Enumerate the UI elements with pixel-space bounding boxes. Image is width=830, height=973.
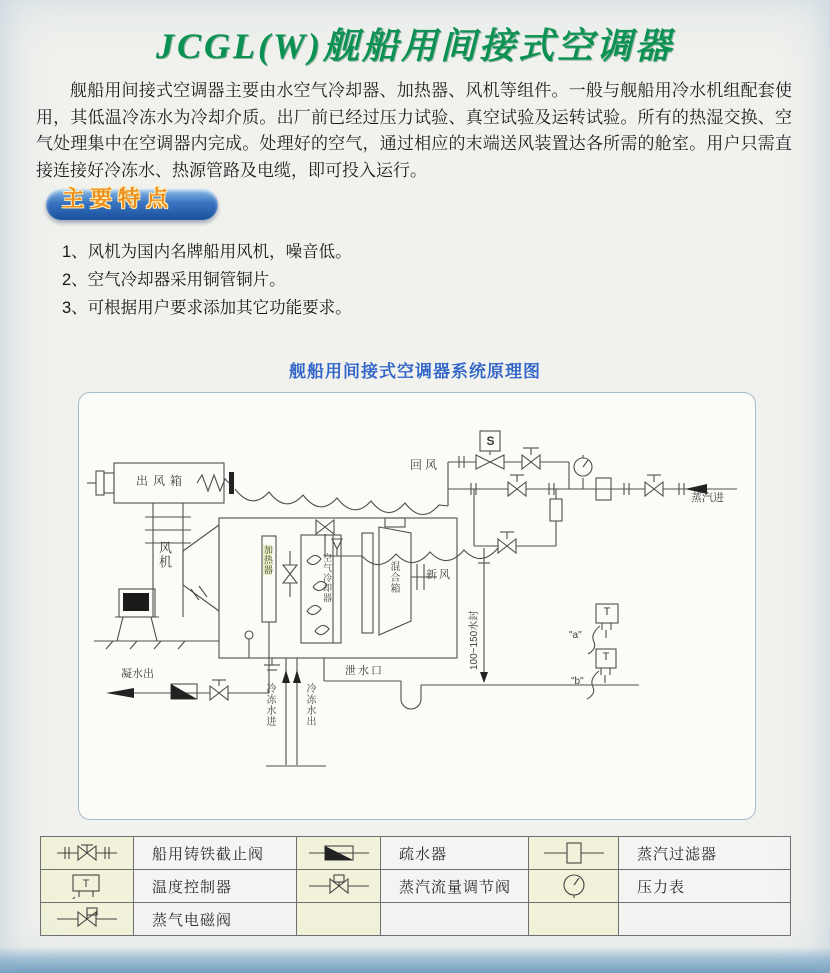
heater-label: 加热器 bbox=[263, 545, 273, 575]
legend-label: 疏水器 bbox=[381, 837, 529, 870]
legend-symbol-solenoid-valve bbox=[41, 903, 134, 936]
globe-valve-icon bbox=[55, 840, 119, 866]
steam-in-label: 蒸汽进 bbox=[691, 492, 724, 504]
pressure-gauge-icon bbox=[542, 873, 606, 899]
chilled-water-pipes bbox=[266, 658, 326, 766]
legend-label: 蒸汽流量调节阀 bbox=[381, 870, 529, 903]
return-air-label: 回风 bbox=[410, 458, 441, 472]
sensor-t1-label: T bbox=[603, 606, 611, 618]
legend-symbol-globe-valve bbox=[41, 837, 134, 870]
outlet-box-label: 出风箱 bbox=[136, 474, 188, 488]
fresh-air-label: 新风 bbox=[426, 569, 452, 581]
feature-item: 3、可根据用户要求添加其它功能要求。 bbox=[62, 299, 352, 317]
water-seal-label: 100~150水封 bbox=[469, 610, 480, 670]
page-bottom-edge bbox=[0, 947, 830, 973]
legend-empty-cell bbox=[381, 903, 529, 936]
legend-label: 压力表 bbox=[619, 870, 791, 903]
legend-symbol-pressure-gauge bbox=[529, 870, 619, 903]
sensor-b-label: "b" bbox=[571, 676, 584, 687]
chilled-water-in-label: 冷冻水进 bbox=[264, 683, 275, 727]
solenoid-valve-icon bbox=[55, 906, 119, 932]
steam-piping bbox=[235, 431, 737, 565]
temp-controller-icon bbox=[55, 873, 119, 899]
schematic-svg bbox=[79, 393, 755, 819]
legend-empty-cell bbox=[297, 903, 381, 936]
diagram-title: 舰船用间接式空调器系统原理图 bbox=[289, 362, 541, 381]
mixing-box-label: 混合箱 bbox=[388, 561, 399, 594]
legend-symbol-flow-valve bbox=[297, 870, 381, 903]
sensor-a-label: "a" bbox=[569, 630, 582, 641]
legend-symbol-steam-filter bbox=[529, 837, 619, 870]
feature-item: 1、风机为国内名牌船用风机，噪音低。 bbox=[62, 243, 352, 261]
legend-empty-cell bbox=[619, 903, 791, 936]
feature-item: 2、空气冷却器采用铜管铜片。 bbox=[62, 271, 286, 289]
legend-symbol-steam-trap bbox=[297, 837, 381, 870]
chilled-water-out-label: 冷冻水出 bbox=[304, 683, 315, 727]
legend-symbol-temp-controller bbox=[41, 870, 134, 903]
page-title: JCGL(W)舰船用间接式空调器 bbox=[156, 26, 674, 66]
steam-filter-icon bbox=[542, 840, 606, 866]
drain-outlet-label: 泄水口 bbox=[345, 665, 384, 677]
features-list bbox=[62, 238, 352, 322]
legend-label: 蒸气电磁阀 bbox=[134, 903, 297, 936]
legend-empty-cell bbox=[529, 903, 619, 936]
legend-table bbox=[40, 836, 791, 936]
steam-trap-icon bbox=[307, 840, 371, 866]
sensor-t2-label: T bbox=[602, 651, 610, 663]
legend-label: 蒸汽过滤器 bbox=[619, 837, 791, 870]
system-schematic-diagram bbox=[78, 392, 756, 820]
condensate-line bbox=[106, 622, 269, 700]
air-cooler-label: 空气冷却器 bbox=[322, 553, 332, 603]
fan-label: 风机 bbox=[157, 541, 172, 569]
air-handler-unit bbox=[219, 518, 457, 670]
svg-text:T: T bbox=[82, 878, 90, 890]
legend-label: 船用铸铁截止阀 bbox=[134, 837, 297, 870]
features-badge bbox=[46, 186, 218, 220]
condensate-out-label: 凝水出 bbox=[121, 668, 154, 680]
intro-paragraph: 舰船用间接式空调器主要由水空气冷却器、加热器、风机等组件。一般与舰船用冷水机组配套使用，其低温冷冻水为冷却介质。出厂前已经过压力试验、真空试验及运转试验。所有的热湿交换、空气处理集中在空调器内完成。处理好的空气，通过相应的末端送风装置达各所需的舱室。用户只需直接连接好冷冻水、热源管路及电缆，即可投入运行。 bbox=[36, 81, 792, 180]
flow-valve-icon bbox=[307, 873, 371, 899]
solenoid-s-label: S bbox=[486, 434, 495, 448]
legend-label: 温度控制器 bbox=[134, 870, 297, 903]
features-badge-label: 主要特点 bbox=[62, 186, 175, 211]
